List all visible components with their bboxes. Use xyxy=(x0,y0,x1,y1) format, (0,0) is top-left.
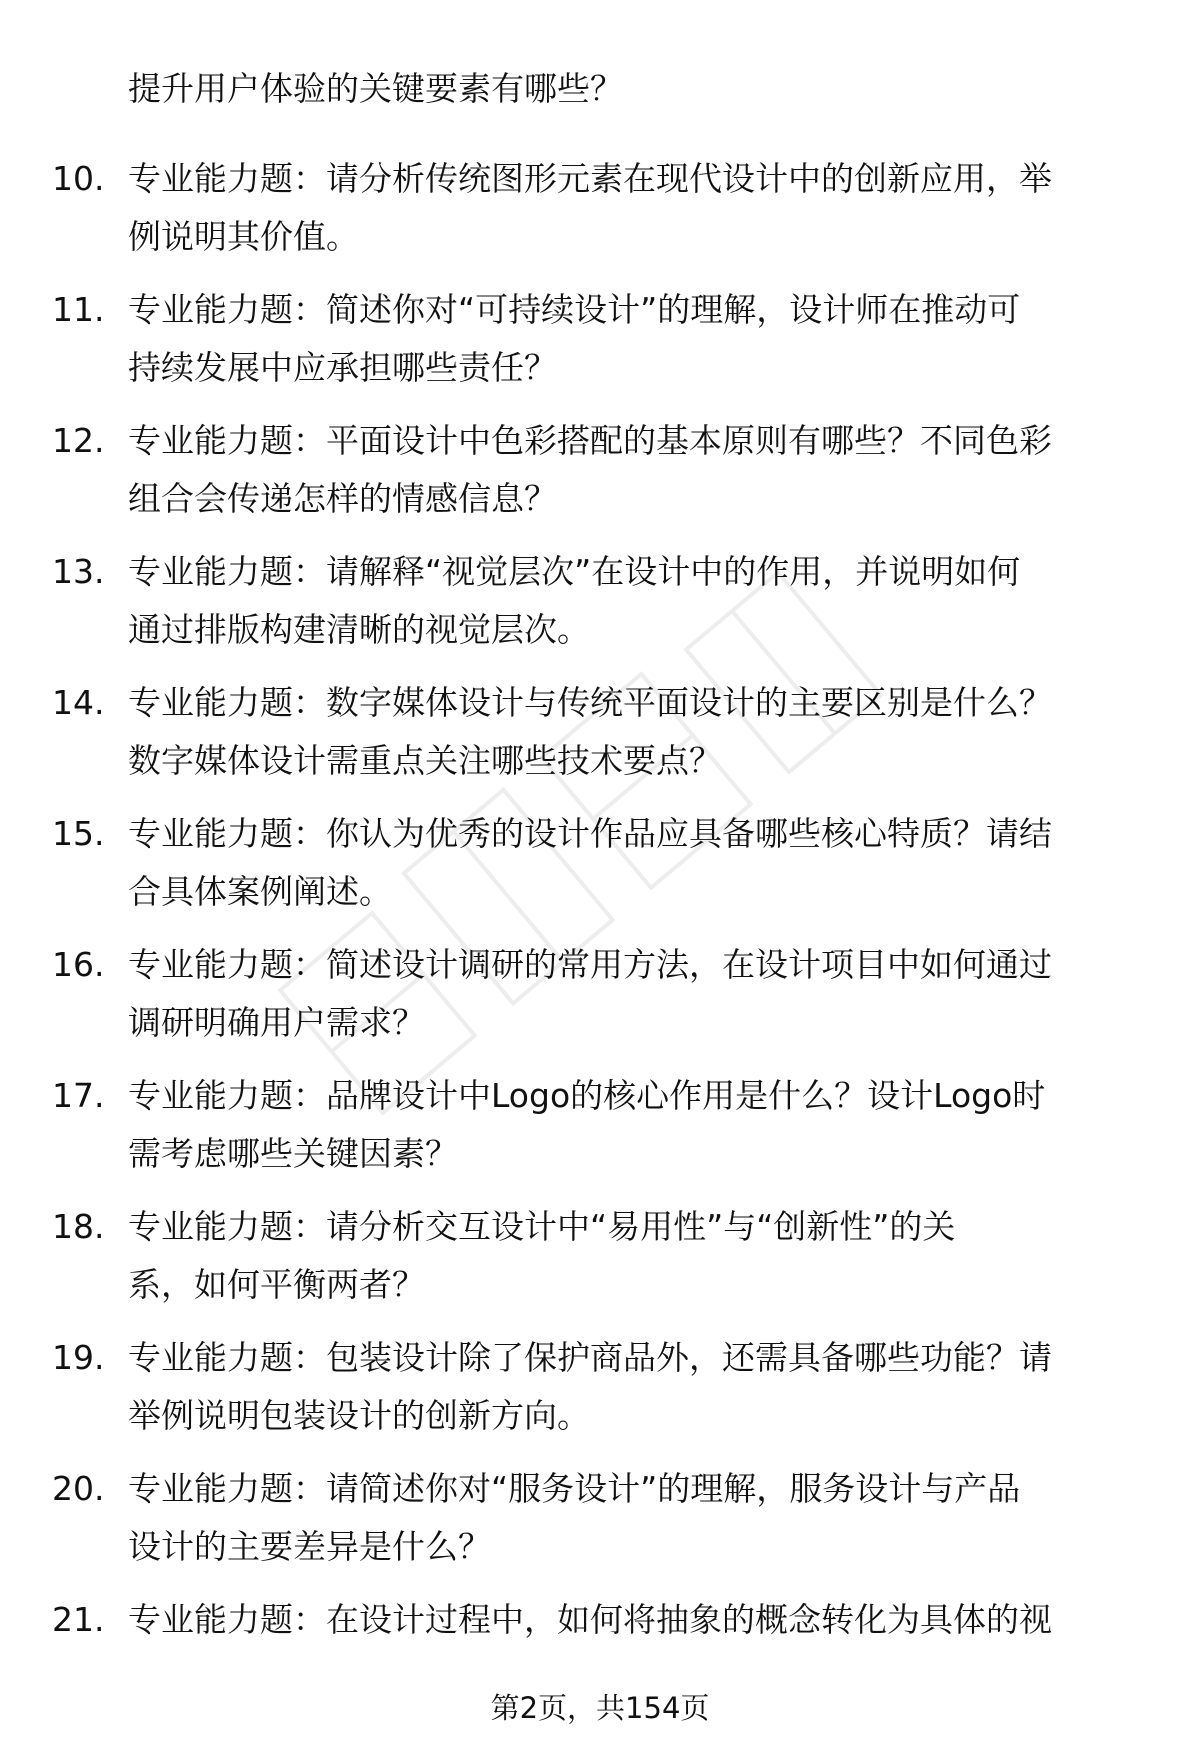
question-line: 专业能力题：平面设计中色彩搭配的基本原则有哪些？不同色彩 xyxy=(128,421,1052,460)
question-number: 20. xyxy=(52,1469,105,1508)
question-item xyxy=(0,674,1200,805)
question-number: 21. xyxy=(52,1600,105,1639)
question-item xyxy=(0,412,1200,543)
question-number: 10. xyxy=(52,159,105,198)
question-number: 15. xyxy=(52,814,105,853)
question-text xyxy=(128,936,1138,1052)
question-text xyxy=(128,1460,1138,1576)
question-text xyxy=(128,1329,1138,1445)
question-number: 16. xyxy=(52,945,105,984)
question-line: 专业能力题：数字媒体设计与传统平面设计的主要区别是什么？ xyxy=(128,683,1052,722)
question-item xyxy=(0,936,1200,1067)
question-line: 系，如何平衡两者？ xyxy=(128,1265,425,1304)
question-text xyxy=(128,805,1138,921)
question-list xyxy=(0,150,1200,1722)
question-line: 举例说明包装设计的创新方向。 xyxy=(128,1396,590,1435)
page-footer: 第2页，共154页 xyxy=(490,1691,710,1725)
question-text xyxy=(128,543,1138,659)
question-line: 专业能力题：简述你对“可持续设计”的理解，设计师在推动可 xyxy=(128,290,1021,329)
question-line: 组合会传递怎样的情感信息？ xyxy=(128,479,557,518)
question-item xyxy=(0,1460,1200,1591)
question-line: 持续发展中应承担哪些责任？ xyxy=(128,348,557,387)
question-text xyxy=(128,150,1138,266)
question-text xyxy=(128,1198,1138,1314)
question-number: 12. xyxy=(52,421,105,460)
question-line: 例说明其价值。 xyxy=(128,217,359,256)
question-line: 专业能力题：在设计过程中，如何将抽象的概念转化为具体的视 xyxy=(128,1600,1052,1639)
question-number: 11. xyxy=(52,290,105,329)
question-item xyxy=(0,805,1200,936)
question-number: 17. xyxy=(52,1076,105,1115)
question-line: 专业能力题：请分析交互设计中“易用性”与“创新性”的关 xyxy=(128,1207,956,1246)
question-number: 13. xyxy=(52,552,105,591)
question-text xyxy=(128,281,1138,397)
question-line: 专业能力题：包装设计除了保护商品外，还需具备哪些功能？请 xyxy=(128,1338,1052,1377)
question-line: 专业能力题：请分析传统图形元素在现代设计中的创新应用，举 xyxy=(128,159,1052,198)
question-item xyxy=(0,281,1200,412)
question-text xyxy=(128,1591,1138,1649)
question-line: 专业能力题：简述设计调研的常用方法，在设计项目中如何通过 xyxy=(128,945,1052,984)
question-item xyxy=(0,543,1200,674)
question-line: 专业能力题：品牌设计中Logo的核心作用是什么？设计Logo时 xyxy=(128,1076,1046,1115)
question-line: 设计的主要差异是什么？ xyxy=(128,1527,491,1566)
question-item xyxy=(0,1198,1200,1329)
question-line: 专业能力题：请解释“视觉层次”在设计中的作用，并说明如何 xyxy=(128,552,1021,591)
question-line: 专业能力题：你认为优秀的设计作品应具备哪些核心特质？请结 xyxy=(128,814,1052,853)
question-line: 通过排版构建清晰的视觉层次。 xyxy=(128,610,590,649)
question-item xyxy=(0,1329,1200,1460)
question-line: 需考虑哪些关键因素？ xyxy=(128,1134,458,1173)
question-number: 14. xyxy=(52,683,105,722)
continuation-line: 提升用户体验的关键要素有哪些？ xyxy=(128,69,623,108)
question-text xyxy=(128,412,1138,528)
question-item xyxy=(0,1067,1200,1198)
question-item xyxy=(0,150,1200,281)
question-line: 专业能力题：请简述你对“服务设计”的理解，服务设计与产品 xyxy=(128,1469,1021,1508)
question-line: 数字媒体设计需重点关注哪些技术要点？ xyxy=(128,741,722,780)
question-text xyxy=(128,674,1138,790)
question-line: 合具体案例阐述。 xyxy=(128,872,392,911)
question-number: 18. xyxy=(52,1207,105,1246)
question-number: 19. xyxy=(52,1338,105,1377)
question-text xyxy=(128,1067,1138,1183)
question-line: 调研明确用户需求？ xyxy=(128,1003,425,1042)
